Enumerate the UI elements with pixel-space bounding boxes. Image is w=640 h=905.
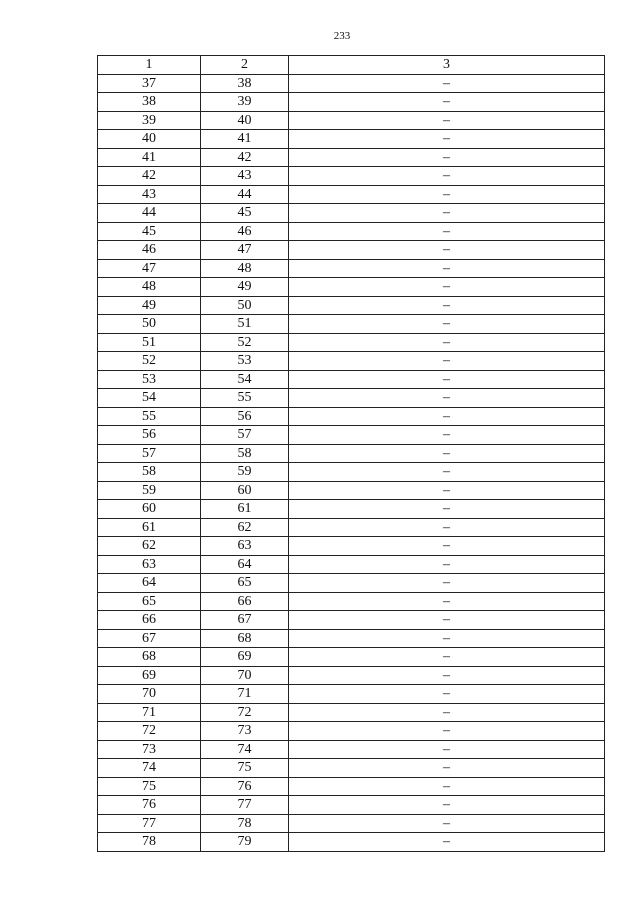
- cell-col-1: 54: [98, 389, 201, 408]
- cell-col-2: 73: [201, 722, 289, 741]
- cell-col-3: –: [289, 130, 605, 149]
- table-row: [98, 389, 605, 408]
- cell-col-1: 78: [98, 833, 201, 852]
- cell-col-3: –: [289, 759, 605, 778]
- cell-col-1: 60: [98, 500, 201, 519]
- table-header-row: [98, 56, 605, 75]
- cell-col-3: –: [289, 315, 605, 334]
- cell-col-3: –: [289, 93, 605, 112]
- table-row: [98, 666, 605, 685]
- cell-col-3: –: [289, 685, 605, 704]
- cell-col-1: 64: [98, 574, 201, 593]
- table-row: [98, 703, 605, 722]
- cell-col-1: 48: [98, 278, 201, 297]
- data-table: [97, 55, 605, 852]
- table-row: [98, 611, 605, 630]
- cell-col-1: 46: [98, 241, 201, 260]
- cell-col-2: 64: [201, 555, 289, 574]
- cell-col-1: 40: [98, 130, 201, 149]
- cell-col-1: 61: [98, 518, 201, 537]
- cell-col-1: 43: [98, 185, 201, 204]
- cell-col-2: 66: [201, 592, 289, 611]
- table-row: [98, 74, 605, 93]
- table-row: [98, 278, 605, 297]
- cell-col-3: –: [289, 370, 605, 389]
- cell-col-1: 74: [98, 759, 201, 778]
- table-row: [98, 740, 605, 759]
- cell-col-1: 57: [98, 444, 201, 463]
- cell-col-3: –: [289, 74, 605, 93]
- cell-col-3: –: [289, 426, 605, 445]
- cell-col-2: 50: [201, 296, 289, 315]
- cell-col-1: 73: [98, 740, 201, 759]
- cell-col-3: –: [289, 796, 605, 815]
- table-row: [98, 259, 605, 278]
- cell-col-2: 57: [201, 426, 289, 445]
- column-header-1: 1: [98, 56, 201, 75]
- column-header-2: 2: [201, 56, 289, 75]
- cell-col-2: 67: [201, 611, 289, 630]
- cell-col-2: 48: [201, 259, 289, 278]
- cell-col-2: 52: [201, 333, 289, 352]
- table-row: [98, 777, 605, 796]
- cell-col-2: 41: [201, 130, 289, 149]
- cell-col-2: 70: [201, 666, 289, 685]
- cell-col-1: 69: [98, 666, 201, 685]
- table-row: [98, 537, 605, 556]
- cell-col-3: –: [289, 722, 605, 741]
- table-row: [98, 481, 605, 500]
- table-row: [98, 130, 605, 149]
- cell-col-3: –: [289, 666, 605, 685]
- cell-col-1: 77: [98, 814, 201, 833]
- cell-col-2: 79: [201, 833, 289, 852]
- cell-col-3: –: [289, 814, 605, 833]
- cell-col-2: 77: [201, 796, 289, 815]
- cell-col-2: 45: [201, 204, 289, 223]
- cell-col-1: 47: [98, 259, 201, 278]
- table-row: [98, 833, 605, 852]
- cell-col-2: 55: [201, 389, 289, 408]
- cell-col-1: 38: [98, 93, 201, 112]
- cell-col-2: 54: [201, 370, 289, 389]
- cell-col-1: 49: [98, 296, 201, 315]
- cell-col-3: –: [289, 518, 605, 537]
- table-row: [98, 759, 605, 778]
- cell-col-2: 63: [201, 537, 289, 556]
- cell-col-3: –: [289, 740, 605, 759]
- cell-col-2: 47: [201, 241, 289, 260]
- table-row: [98, 93, 605, 112]
- cell-col-2: 49: [201, 278, 289, 297]
- table-row: [98, 148, 605, 167]
- cell-col-3: –: [289, 703, 605, 722]
- table-row: [98, 407, 605, 426]
- cell-col-2: 56: [201, 407, 289, 426]
- cell-col-2: 38: [201, 74, 289, 93]
- cell-col-1: 39: [98, 111, 201, 130]
- cell-col-3: –: [289, 148, 605, 167]
- column-header-3: 3: [289, 56, 605, 75]
- table-row: [98, 315, 605, 334]
- table-row: [98, 167, 605, 186]
- table-row: [98, 463, 605, 482]
- cell-col-2: 39: [201, 93, 289, 112]
- table-row: [98, 352, 605, 371]
- cell-col-1: 42: [98, 167, 201, 186]
- cell-col-1: 65: [98, 592, 201, 611]
- table-row: [98, 796, 605, 815]
- table-row: [98, 185, 605, 204]
- table-row: [98, 333, 605, 352]
- cell-col-3: –: [289, 574, 605, 593]
- cell-col-2: 42: [201, 148, 289, 167]
- table-row: [98, 296, 605, 315]
- cell-col-2: 71: [201, 685, 289, 704]
- cell-col-1: 63: [98, 555, 201, 574]
- cell-col-3: –: [289, 352, 605, 371]
- table-row: [98, 222, 605, 241]
- cell-col-3: –: [289, 259, 605, 278]
- cell-col-3: –: [289, 444, 605, 463]
- table-row: [98, 111, 605, 130]
- cell-col-3: –: [289, 833, 605, 852]
- cell-col-3: –: [289, 111, 605, 130]
- cell-col-1: 67: [98, 629, 201, 648]
- cell-col-1: 52: [98, 352, 201, 371]
- cell-col-2: 68: [201, 629, 289, 648]
- cell-col-1: 53: [98, 370, 201, 389]
- table-row: [98, 814, 605, 833]
- cell-col-3: –: [289, 463, 605, 482]
- cell-col-1: 56: [98, 426, 201, 445]
- cell-col-1: 72: [98, 722, 201, 741]
- cell-col-2: 53: [201, 352, 289, 371]
- cell-col-3: –: [289, 407, 605, 426]
- cell-col-1: 71: [98, 703, 201, 722]
- cell-col-1: 50: [98, 315, 201, 334]
- cell-col-1: 70: [98, 685, 201, 704]
- cell-col-1: 75: [98, 777, 201, 796]
- cell-col-3: –: [289, 167, 605, 186]
- cell-col-3: –: [289, 537, 605, 556]
- table-row: [98, 629, 605, 648]
- table-row: [98, 444, 605, 463]
- cell-col-3: –: [289, 555, 605, 574]
- cell-col-3: –: [289, 611, 605, 630]
- cell-col-3: –: [289, 629, 605, 648]
- cell-col-2: 40: [201, 111, 289, 130]
- table-row: [98, 426, 605, 445]
- cell-col-3: –: [289, 222, 605, 241]
- table-row: [98, 555, 605, 574]
- cell-col-3: –: [289, 389, 605, 408]
- cell-col-2: 60: [201, 481, 289, 500]
- cell-col-1: 45: [98, 222, 201, 241]
- cell-col-3: –: [289, 500, 605, 519]
- cell-col-2: 65: [201, 574, 289, 593]
- table-row: [98, 722, 605, 741]
- cell-col-3: –: [289, 185, 605, 204]
- table-row: [98, 685, 605, 704]
- cell-col-2: 46: [201, 222, 289, 241]
- cell-col-2: 43: [201, 167, 289, 186]
- cell-col-2: 74: [201, 740, 289, 759]
- table-row: [98, 592, 605, 611]
- cell-col-2: 78: [201, 814, 289, 833]
- cell-col-1: 58: [98, 463, 201, 482]
- cell-col-3: –: [289, 241, 605, 260]
- table-row: [98, 241, 605, 260]
- cell-col-2: 44: [201, 185, 289, 204]
- table-row: [98, 574, 605, 593]
- table-body: [98, 56, 605, 852]
- cell-col-2: 72: [201, 703, 289, 722]
- cell-col-2: 76: [201, 777, 289, 796]
- cell-col-1: 68: [98, 648, 201, 667]
- cell-col-2: 69: [201, 648, 289, 667]
- cell-col-3: –: [289, 278, 605, 297]
- cell-col-3: –: [289, 481, 605, 500]
- table-row: [98, 518, 605, 537]
- cell-col-3: –: [289, 592, 605, 611]
- cell-col-1: 41: [98, 148, 201, 167]
- table-row: [98, 204, 605, 223]
- cell-col-2: 58: [201, 444, 289, 463]
- cell-col-1: 76: [98, 796, 201, 815]
- cell-col-1: 44: [98, 204, 201, 223]
- cell-col-1: 62: [98, 537, 201, 556]
- cell-col-2: 61: [201, 500, 289, 519]
- cell-col-2: 62: [201, 518, 289, 537]
- cell-col-3: –: [289, 777, 605, 796]
- cell-col-1: 66: [98, 611, 201, 630]
- table-row: [98, 648, 605, 667]
- page-number: 233: [333, 30, 351, 42]
- table-row: [98, 500, 605, 519]
- cell-col-3: –: [289, 333, 605, 352]
- cell-col-1: 51: [98, 333, 201, 352]
- cell-col-1: 55: [98, 407, 201, 426]
- cell-col-2: 59: [201, 463, 289, 482]
- cell-col-1: 37: [98, 74, 201, 93]
- cell-col-2: 51: [201, 315, 289, 334]
- cell-col-3: –: [289, 296, 605, 315]
- cell-col-3: –: [289, 648, 605, 667]
- cell-col-3: –: [289, 204, 605, 223]
- cell-col-1: 59: [98, 481, 201, 500]
- table-row: [98, 370, 605, 389]
- cell-col-2: 75: [201, 759, 289, 778]
